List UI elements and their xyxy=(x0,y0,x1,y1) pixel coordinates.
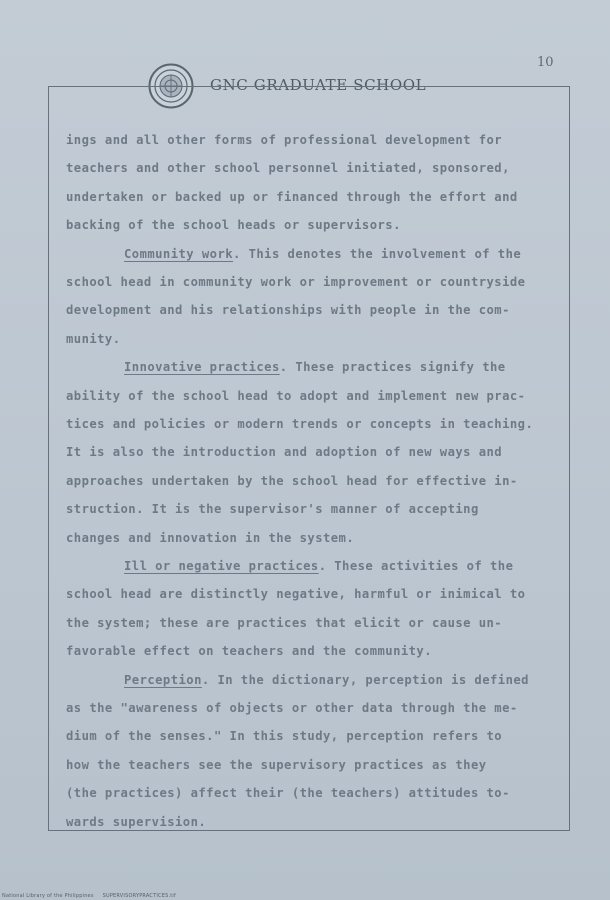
defined-term: Perception xyxy=(124,672,202,687)
text-line: school head in community work or improvement or countryside xyxy=(66,275,526,289)
text-line xyxy=(66,245,610,263)
text-line: the system; these are practices that elicit or cause un- xyxy=(66,615,503,630)
text-line: munity. xyxy=(66,331,121,346)
text-line: as the "awareness of objects or other data through the me- xyxy=(66,701,518,715)
text-line: development and his relationships with people in the com- xyxy=(66,303,510,318)
page-number: 10 xyxy=(537,55,554,70)
defined-term: Ill or negative practices xyxy=(124,559,319,573)
text-line: It is also the introduction and adoption of new ways and xyxy=(66,445,503,460)
text-line: school head are distinctly negative, harmful or inimical to xyxy=(66,587,526,602)
header-title: GNC GRADUATE SCHOOL xyxy=(210,76,427,94)
definition-text: . These practices signify the xyxy=(279,360,506,375)
text-line xyxy=(66,671,610,689)
text-line: ings and all other forms of professional development for xyxy=(66,133,503,147)
text-line: how the teachers see the supervisory practices as they xyxy=(66,757,487,772)
text-line: teachers and other school personnel initiated, sponsored, xyxy=(66,161,510,176)
text-line: struction. It is the supervisor's manner of accepting xyxy=(66,502,479,517)
text-line: wards supervision. xyxy=(66,814,207,829)
text-line: changes and innovation in the system. xyxy=(66,530,355,545)
defined-term: Innovative practices xyxy=(124,360,280,375)
text-line xyxy=(66,557,610,575)
footer-caption: National Library of the Philippines SUPERVISORYPRACTICES.tif xyxy=(2,893,176,899)
definition-text: . This denotes the involvement of the xyxy=(233,246,522,261)
text-line: favorable effect on teachers and the community. xyxy=(66,644,433,659)
text-line xyxy=(66,358,610,376)
text-line: (the practices) affect their (the teachers) attitudes to- xyxy=(66,786,510,801)
text-line: ability of the school head to adopt and implement new prac- xyxy=(66,388,526,403)
definition-text: . These activities of the xyxy=(318,559,514,573)
defined-term: Community work xyxy=(124,246,234,261)
text-line: undertaken or backed up or financed through the effort and xyxy=(66,189,518,204)
text-line: tices and policies or modern trends or concepts in teaching. xyxy=(66,417,534,431)
text-line: backing of the school heads or supervisors. xyxy=(66,218,401,233)
definition-text: . In the dictionary, perception is defined xyxy=(201,672,529,687)
text-line: dium of the senses." In this study, perception refers to xyxy=(66,729,503,744)
text-line: approaches undertaken by the school head for effective in- xyxy=(66,473,518,488)
